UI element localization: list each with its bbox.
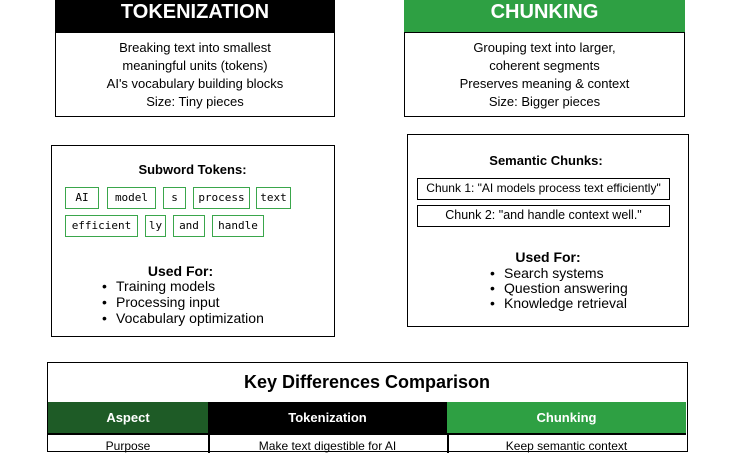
tokenization-desc-line: Size: Tiny pieces [146,94,244,109]
chunking-header: CHUNKING [404,0,685,32]
chunk: Chunk 2: "and handle context well." [417,205,670,227]
tokenization-desc-line: meaningful units (tokens) [122,58,268,73]
tokenization-header: TOKENIZATION [55,0,335,32]
row-divider [48,433,686,435]
chunking-desc-line: Grouping text into larger, [473,40,616,55]
cell-chunking-purpose: Keep semantic context [505,439,628,453]
header-aspect: Aspect [48,402,208,433]
tokenization-description-box [55,32,335,117]
tokenization-desc-line: Breaking text into smallest [119,40,271,55]
subword-tokens-box [51,145,335,337]
chunk: Chunk 1: "AI models process text efficiently" [417,178,670,200]
header-chunking: Chunking [447,402,686,433]
chunking-used-for-list [488,266,683,311]
token: efficient [65,215,138,237]
subword-tokens-title: Subword Tokens: [138,162,247,177]
token: ly [145,215,166,237]
used-for-item: • Question answering [488,281,683,296]
tokenization-used-for-title: Used For: [147,263,214,279]
cell-purpose: Purpose [105,439,151,453]
token: process [193,187,250,209]
used-for-item: • Search systems [488,266,683,281]
semantic-chunks-box [407,134,689,327]
used-for-item: • Training models [100,278,330,294]
used-for-item: • Processing input [100,294,330,310]
token: and [173,215,205,237]
chunking-description-box [404,32,685,117]
semantic-chunks-title: Semantic Chunks: [489,153,603,168]
chunking-desc-line: Size: Bigger pieces [488,94,601,109]
tokenization-used-for-list [100,278,330,326]
header-tokenization: Tokenization [208,402,447,433]
token: handle [212,215,264,237]
chunking-desc-line: Preserves meaning & context [459,76,630,91]
cell-tokenization-purpose: Make text digestible for AI [258,439,397,453]
token: model [107,187,156,209]
chunking-used-for-title: Used For: [515,249,581,265]
token: s [163,187,186,209]
comparison-title: Key Differences Comparison [243,372,491,392]
used-for-item: • Vocabulary optimization [100,310,330,326]
token: text [256,187,291,209]
token: AI [65,187,99,209]
tokenization-desc-line: AI's vocabulary building blocks [106,76,284,91]
chunking-desc-line: coherent segments [489,58,600,73]
used-for-item: • Knowledge retrieval [488,296,683,311]
comparison-table [47,362,688,452]
